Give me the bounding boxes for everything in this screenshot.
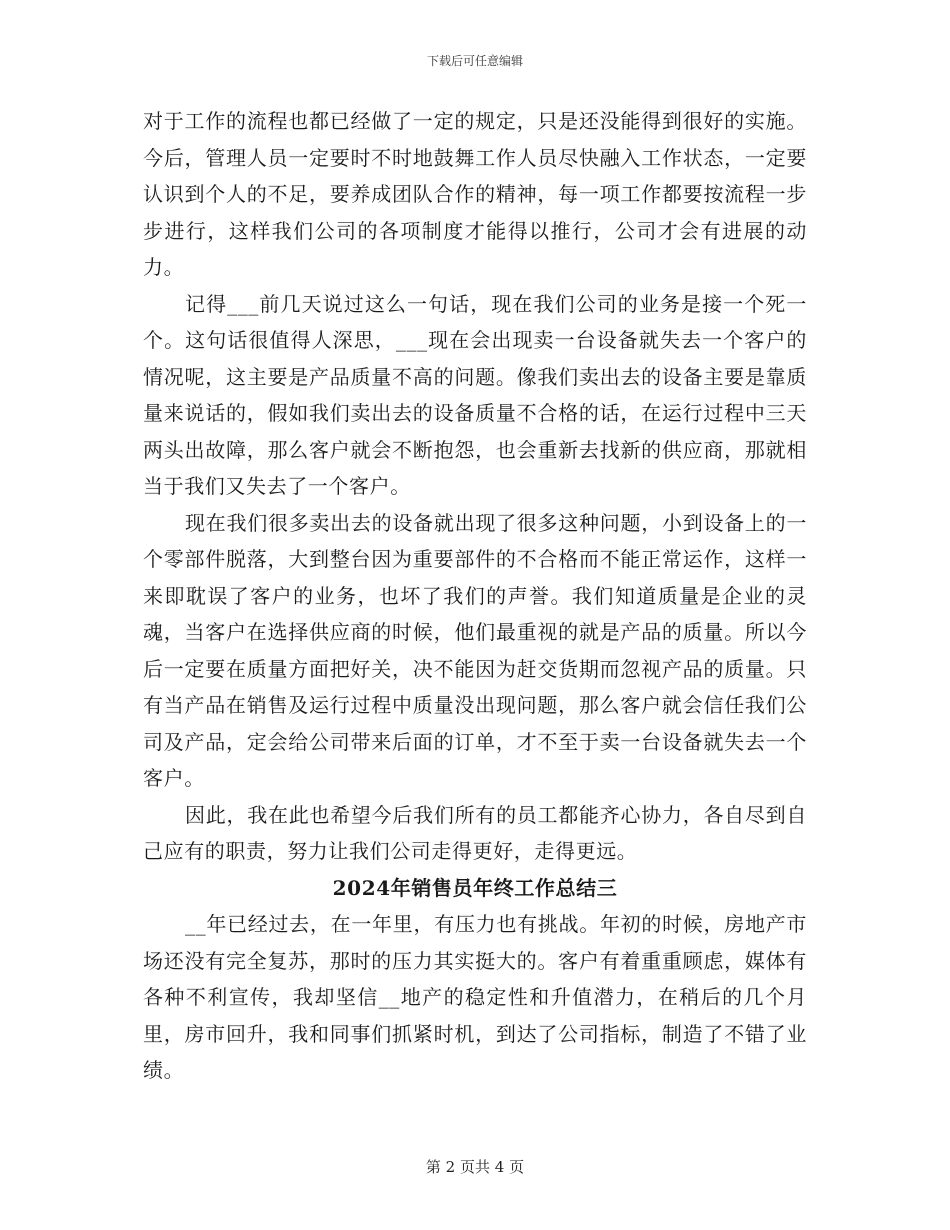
page-header: 下载后可任意编辑 <box>426 54 523 68</box>
body-paragraph-continued: 对于工作的流程也都已经做了一定的规定，只是还没能得到很好的实施。今后，管理人员一定要时不时地鼓舞工作人员尽快融入工作状态，一定要认识到个人的不足，要养成团队合作的精神，每一项工作都要按流程一步步进行，这样我们公司的各项制度才能得以推行，公司才会有进展的动力。 <box>143 109 807 279</box>
page-footer: 第 2 页共 4 页 <box>425 1158 525 1176</box>
body-paragraph: 现在我们很多卖出去的设备就出现了很多这种问题，小到设备上的一个零部件脱落，大到整台因为重要部件的不合格而不能正常运作，这样一来即耽误了客户的业务，也坏了我们的声誉。我们知道质量是企业的灵魂，当客户在选择供应商的时候，他们最重视的就是产品的质量。所以今后一定要在质量方面把好关，决不能因为赶交货期而忽视产品的质量。只有当产品在销售及运行过程中质量没出现问题，那么客户就会信任我们公司及产品，定会给公司带来后面的订单，才不至于卖一台设备就失去一个客户。 <box>143 510 807 790</box>
section-paragraph: __年已经过去，在一年里，有压力也有挑战。年初的时候，房地产市场还没有完全复苏，那时的压力其实挺大的。客户有着重重顾虑，媒体有各种不利宣传，我却坚信__地产的稳定性和升值潜力，在稍后的几个月里，房市回升，我和同事们抓紧时机，到达了公司指标，制造了不错了业绩。 <box>143 912 807 1082</box>
body-paragraph: 因此，我在此也希望今后我们所有的员工都能齐心协力，各自尽到自己应有的职责，努力让我们公司走得更好，走得更远。 <box>143 802 807 863</box>
document-body <box>143 103 807 1089</box>
section-title: 2024年销售员年终工作总结三 <box>332 875 618 900</box>
body-paragraph: 记得___前几天说过这么一句话，现在我们公司的业务是接一个死一个。这句话很值得人深思，___现在会出现卖一台设备就失去一个客户的情况呢，这主要是产品质量不高的问题。像我们卖出去的设备主要是靠质量来说话的，假如我们卖出去的设备质量不合格的话，在运行过程中三天两头出故障，那么客户就会不断抱怨，也会重新去找新的供应商，那就相当于我们又失去了一个客户。 <box>143 291 807 498</box>
